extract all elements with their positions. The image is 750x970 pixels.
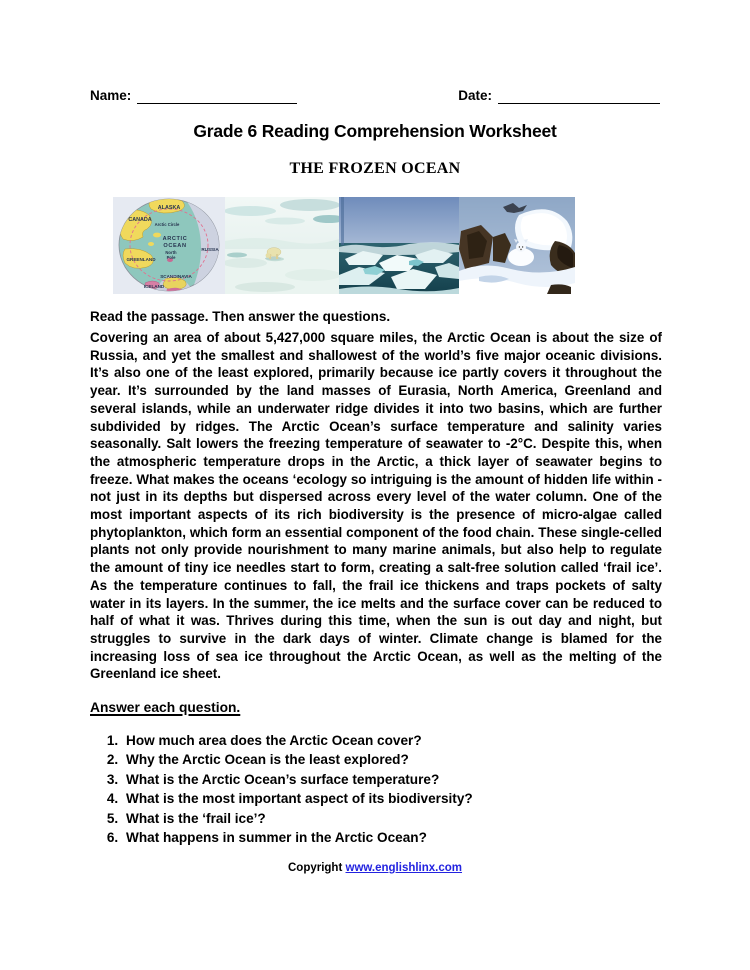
copyright-label: Copyright bbox=[287, 862, 343, 874]
footer bbox=[0, 862, 750, 874]
englishlinx-link[interactable]: www.englishlinx.com bbox=[345, 862, 463, 874]
arctic-fox-graphic bbox=[459, 197, 575, 294]
icebergs-graphic bbox=[339, 197, 459, 294]
map-label-arctic-ocean-2: OCEAN bbox=[163, 243, 187, 249]
name-date-row bbox=[90, 88, 660, 104]
question-item-6: 6. What happens in summer in the Arctic Ocean? bbox=[122, 828, 682, 847]
question-item-5: 5. What is the ‘frail ice’? bbox=[122, 809, 682, 828]
date-field bbox=[458, 88, 660, 104]
map-label-scandinavia: SCANDINAVIA bbox=[160, 274, 192, 279]
arctic-fox-image bbox=[459, 197, 575, 294]
question-list bbox=[96, 731, 682, 847]
map-label-greenland: GREENLAND bbox=[126, 257, 156, 262]
arctic-map-image bbox=[113, 197, 225, 294]
passage-instruction: Read the passage. Then answer the questions. bbox=[90, 309, 391, 324]
question-item-4: 4. What is the most important aspect of its biodiversity? bbox=[122, 789, 682, 808]
arctic-map-graphic bbox=[113, 197, 225, 294]
page-title: Grade 6 Reading Comprehension Worksheet bbox=[193, 121, 557, 141]
map-label-arctic-circle: Arctic Circle bbox=[154, 222, 180, 227]
question-item-2: 2. Why the Arctic Ocean is the least explored? bbox=[122, 750, 682, 769]
date-blank-line bbox=[498, 90, 660, 104]
icebergs-image bbox=[339, 197, 459, 294]
answer-heading: Answer each question. bbox=[90, 700, 241, 715]
polar-bear-graphic bbox=[225, 197, 339, 294]
map-label-russia: RUSSIA bbox=[201, 247, 219, 252]
map-label-north-pole-1: North bbox=[165, 250, 177, 255]
map-label-arctic-ocean-1: ARCTIC bbox=[162, 236, 188, 242]
map-label-north-pole-2: Pole bbox=[166, 255, 176, 260]
passage-title: THE FROZEN OCEAN bbox=[289, 160, 461, 177]
polar-bear-image bbox=[225, 197, 339, 294]
passage-body: Covering an area of about 5,427,000 square miles, the Arctic Ocean is about the size of Russia, and yet the smallest and shallowest of the world’s five major oceanic divisions. It’s also one of the least explored, primarily because ice partly covers it throughout the year. It’s surrounded by the land masses of Eurasia, North America, Greenland and several islands, while an underwater ridge divides it into two basins, which are further subdivided by ridges. The Arctic Ocean’s surface temperature and salinity varies seasonally. Salt lowers the freezing temperature of seawater to -2°C. Despite this, when the atmospheric temperature drops in the Arctic, a thick layer of seawater begins to freeze. What makes the oceans ‘ecology so intriguing is the amount of hidden life within - not just in its depths but dispersed across every level of the water column. One of the most important aspects of its rich biodiversity is the presence of micro-algae called phytoplankton, which form an essential component of the food chain. These single-celled plants not only provide nourishment to many marine animals, but also help to regulate the amount of tiny ice needles start to form, creating a salt-free solution called ‘frail ice’. As the temperature continues to fall, the frail ice thickens and traps pockets of salty water in its layers. In the summer, the ice melts and the surface cover can be reduced to half of what it was. Thrives during this time, when the sun is out day and night, but struggles to survive in the dark days of winter. Climate change is blamed for the increasing loss of sea ice throughout the Arctic Ocean, as well as the melting of the Greenland ice sheet. bbox=[90, 330, 662, 682]
image-strip bbox=[113, 197, 575, 294]
map-label-iceland: ICELAND bbox=[143, 284, 165, 289]
map-label-canada: CANADA bbox=[128, 217, 152, 223]
date-label: Date: bbox=[458, 88, 492, 103]
question-item-3: 3. What is the Arctic Ocean’s surface temperature? bbox=[122, 770, 682, 789]
name-field bbox=[90, 88, 297, 104]
name-label: Name: bbox=[90, 88, 132, 103]
name-blank-line bbox=[137, 90, 297, 104]
map-label-alaska: ALASKA bbox=[157, 205, 181, 211]
question-item-1: 1. How much area does the Arctic Ocean cover? bbox=[122, 731, 682, 750]
